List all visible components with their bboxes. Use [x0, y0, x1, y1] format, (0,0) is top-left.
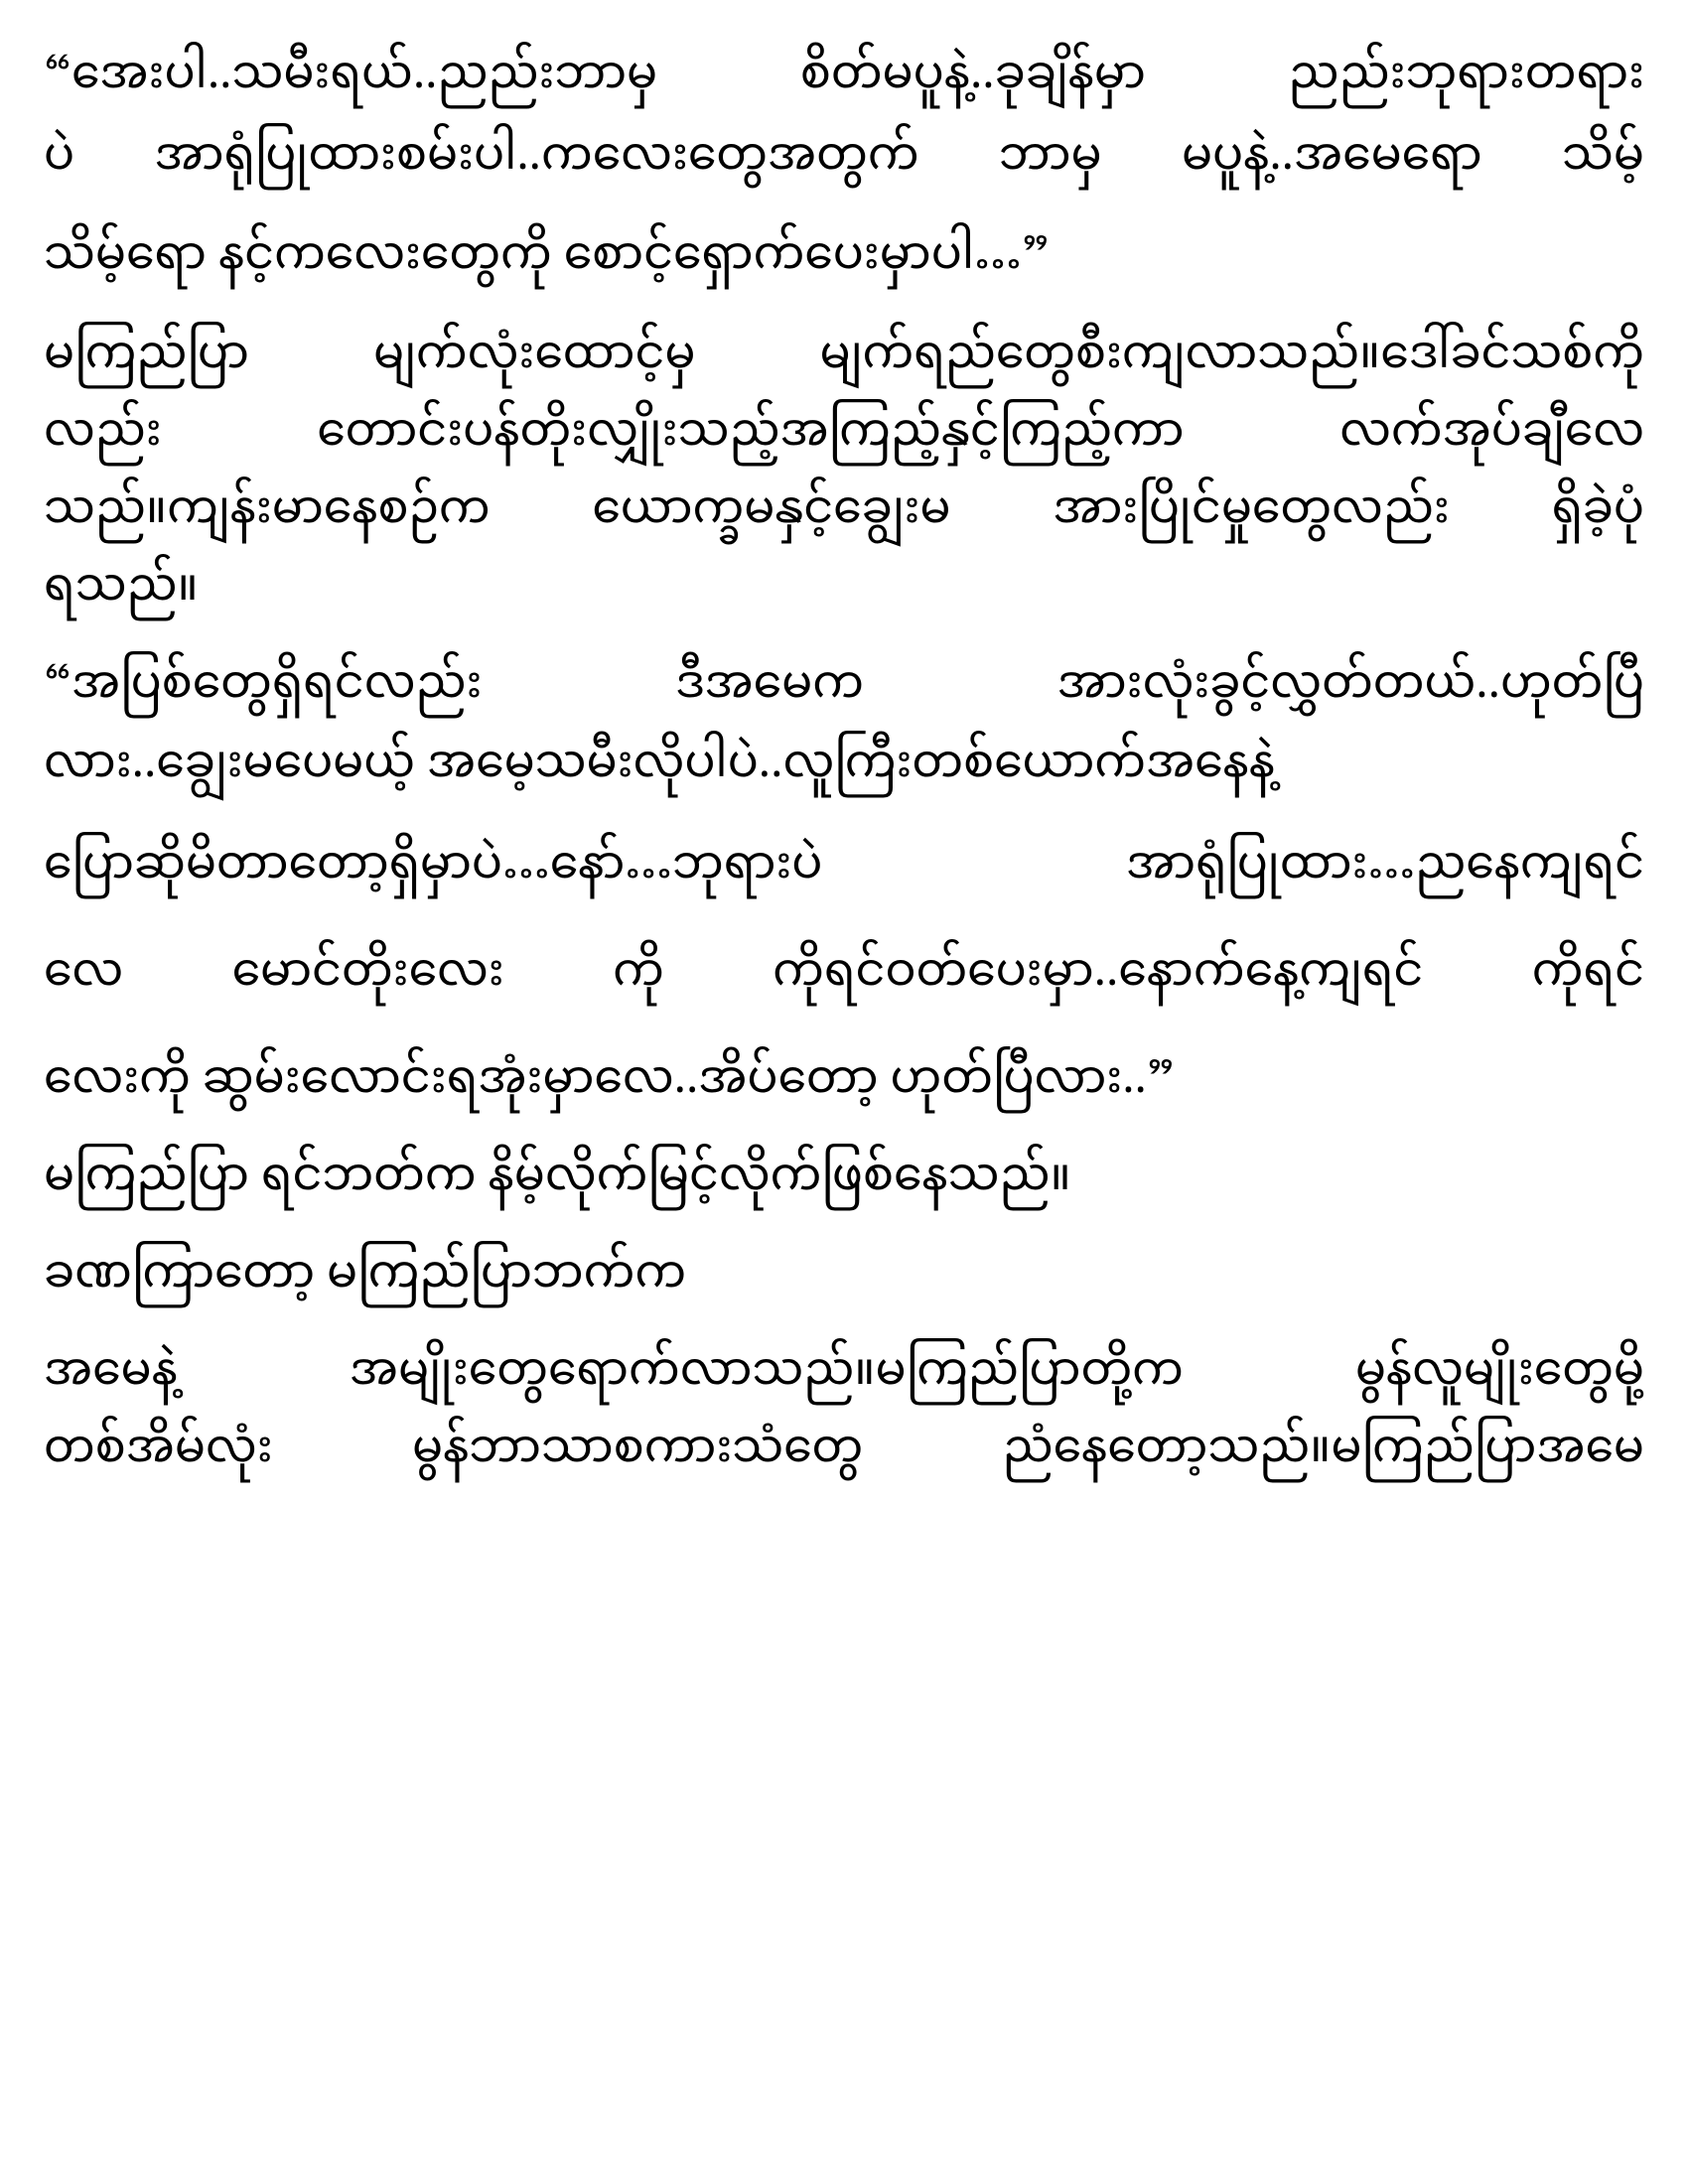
text-line-1: “အေးပါ..သမီးရယ်..ညည်းဘာမှ စိတ်မပူနဲ့..ခုချိန်မှာ ညည်းဘုရားတရား — [44, 38, 1644, 117]
text-line-9: လား..ချွေးမပေမယ့် အမေ့သမီးလိုပါပဲ..လူကြီးတစ်ယောက်အနေနဲ့ — [44, 727, 1275, 806]
text-line-15: အမေနဲ့ အမျိုးတွေရောက်လာသည်။မကြည်ပြာတို့က မွန်လူမျိုးတွေမို့ — [44, 1334, 1644, 1414]
text-line-3: သိမ့်ရော နင့်ကလေးတွေကို စောင့်ရှောက်ပေးမှာပါ…” — [44, 218, 1050, 298]
text-line-14: ခဏကြာတော့ မကြည်ပြာဘက်က — [44, 1237, 687, 1316]
text-line-16: တစ်အိမ်လုံး မွန်ဘာသာစကားသံတွေ ညံနေတော့သည်။မကြည်ပြာအမေ — [44, 1412, 1644, 1491]
text-line-12: လေးကို ဆွမ်းလောင်းရအုံးမှာလေ..အိပ်တော့ ဟုတ်ပြီလား..” — [44, 1042, 1175, 1122]
text-line-10: ပြောဆိုမိတာတော့ရှိမှာပဲ…နော်…ဘုရားပဲ အာရုံပြုထား…ညနေကျရင် — [44, 828, 1644, 907]
text-line-13: မကြည်ပြာ ရင်ဘတ်က နိမ့်လိုက်မြင့်လိုက်ဖြစ်နေသည်။ — [44, 1140, 1071, 1219]
text-line-4: မကြည်ပြာ မျက်လုံးထောင့်မှ မျက်ရည်တွေစီးကျလာသည်။ဒေါ်ခင်သစ်ကို — [44, 318, 1644, 397]
text-line-8: “အပြစ်တွေရှိရင်လည်း ဒီအမေက အားလုံးခွင့်လွှတ်တယ်..ဟုတ်ပြီ — [44, 647, 1644, 727]
text-line-2: ပဲ အာရုံပြုထားစမ်းပါ..ကလေးတွေအတွက် ဘာမှ မပူနဲ့..အမေရော သိမ့် — [44, 119, 1644, 199]
text-line-5: လည်း တောင်းပန်တိုးလျှိုးသည့်အကြည့်နှင့်ကြည့်ကာ လက်အုပ်ချီလေ — [44, 395, 1644, 475]
text-line-11: လေ မောင်တိုးလေး ကို ကိုရင်ဝတ်ပေးမှာ..နောက်နေ့ကျရင် ကိုရင် — [44, 935, 1644, 1015]
text-line-6: သည်။ကျန်းမာနေစဉ်က ယောက္ခမနှင့်ချွေးမ အားပြိုင်မှုတွေလည်း ရှိခဲ့ပုံ — [44, 473, 1644, 552]
text-line-7: ရသည်။ — [44, 550, 199, 629]
